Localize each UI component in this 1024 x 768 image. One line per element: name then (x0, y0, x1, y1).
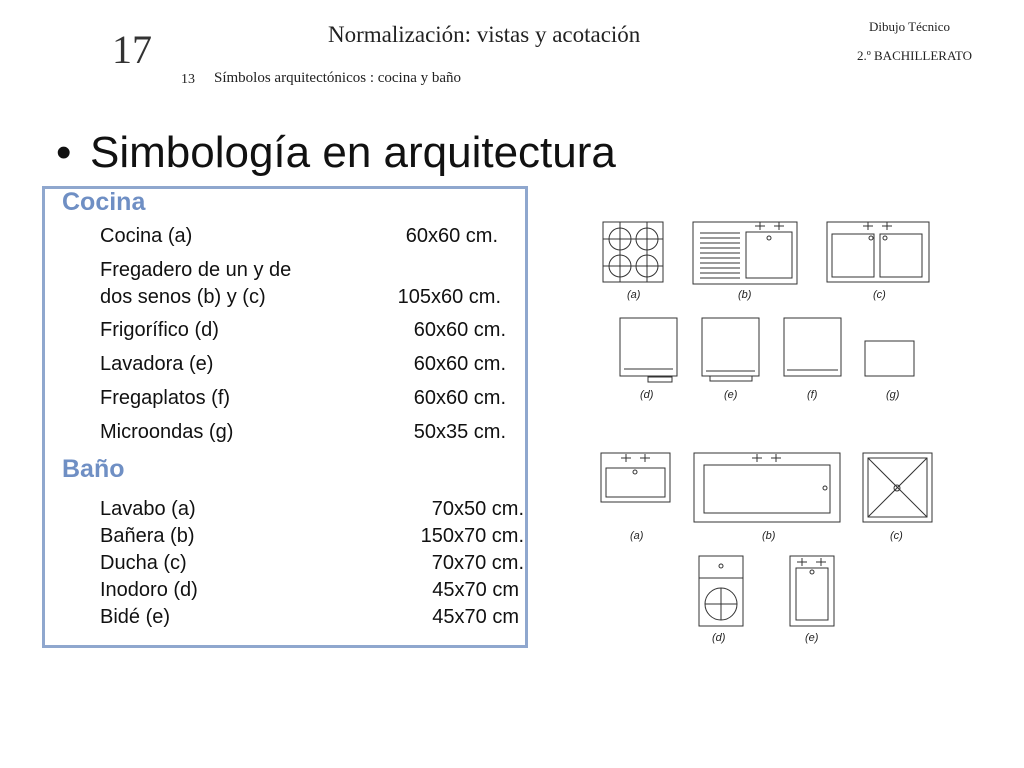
cocina-item-size: 60x60 cm. (413, 353, 506, 375)
course-label: 2.º BACHILLERATO (856, 48, 972, 63)
section-number: 13 (181, 72, 195, 87)
drawing-label: (d) (640, 389, 654, 401)
subject-label: Dibujo Técnico (869, 19, 950, 34)
bano-heading: Baño (62, 455, 125, 483)
drawing-label: (a) (630, 530, 644, 542)
cocina-heading: Cocina (62, 188, 146, 216)
drawing-label: (e) (724, 389, 738, 401)
drawing-label: (c) (890, 530, 903, 542)
cocina-item-name: Lavadora (e) (100, 353, 214, 375)
sink-single-symbol (693, 222, 797, 284)
drawing-label: (c) (873, 289, 886, 301)
cocina-item-name: Fregaplatos (f) (100, 387, 231, 409)
sink-double-symbol (827, 222, 929, 282)
cocina-item-size: 60x60 cm. (413, 319, 506, 341)
header-title: Normalización: vistas y acotación (328, 22, 641, 47)
bano-item-name: Bidé (e) (100, 606, 171, 628)
basin-symbol (601, 453, 670, 502)
drawing-label: (b) (762, 530, 776, 542)
bullet-marker: • (56, 128, 72, 177)
page-number: 17 (112, 27, 152, 72)
bano-item-size: 45x70 cm (432, 579, 519, 601)
bano-item-size: 70x50 cm. (431, 498, 524, 520)
drawing-label: (g) (886, 389, 900, 401)
main-title-text: Simbología en arquitectura (90, 128, 616, 177)
drawing-label: (a) (627, 289, 641, 301)
cocina-item-name: Fregadero de un y de (100, 259, 292, 281)
cocina-item-name: Frigorífico (d) (100, 319, 219, 341)
bano-item-size: 45x70 cm (432, 606, 519, 628)
section-title: Símbolos arquitectónicos : cocina y baño (214, 70, 462, 86)
bidet-symbol (790, 556, 834, 626)
cocina-item-name: Microondas (g) (100, 421, 234, 443)
microwave-symbol (865, 341, 914, 376)
bano-item-name: Ducha (c) (100, 552, 187, 574)
cocina-item-size: 105x60 cm. (397, 286, 501, 308)
bano-item-size: 70x70 cm. (431, 552, 524, 574)
toilet-symbol (699, 556, 743, 626)
shower-symbol (863, 453, 932, 522)
cooktop-symbol (603, 222, 663, 282)
cocina-item-size: 60x60 cm. (413, 387, 506, 409)
drawing-label: (e) (805, 632, 819, 644)
drawing-label: (b) (738, 289, 752, 301)
drawing-label: (d) (712, 632, 726, 644)
bano-item-size: 150x70 cm. (420, 525, 524, 547)
cocina-item-size: 50x35 cm. (413, 421, 506, 443)
drawing-label: (f) (807, 389, 818, 401)
bano-item-name: Inodoro (d) (100, 579, 198, 601)
cocina-item-name: Cocina (a) (100, 225, 193, 247)
bano-item-name: Bañera (b) (100, 525, 195, 547)
bathtub-symbol (694, 453, 840, 522)
washer-symbol (702, 318, 759, 381)
cocina-item-name: dos senos (b) y (c) (100, 286, 266, 308)
fridge-symbol (620, 318, 677, 382)
dishwasher-symbol (784, 318, 841, 376)
cocina-item-size: 60x60 cm. (405, 225, 498, 247)
bano-item-name: Lavabo (a) (100, 498, 196, 520)
